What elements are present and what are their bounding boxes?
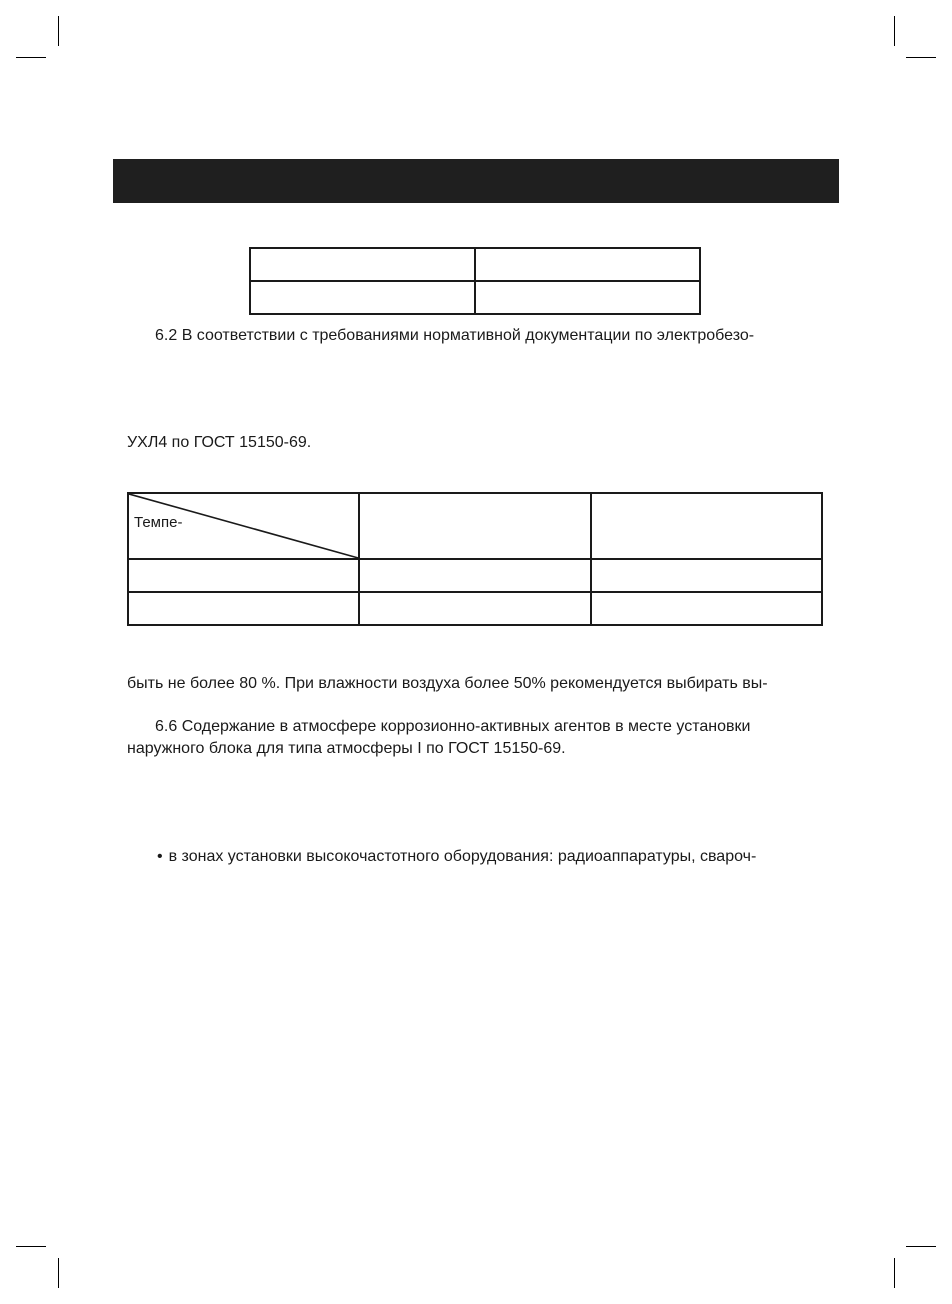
corner-label: Темпе- [134,514,183,531]
temperature-table [127,492,823,626]
diagonal-header-cell [128,493,359,559]
paragraph-6-6-line1: 6.6 Содержание в атмосфере коррозионно-активных агентов в месте установки [155,718,751,735]
section-header-bar [113,159,839,203]
bullet-item [157,847,756,867]
crop-mark [58,1258,59,1288]
crop-mark [894,16,895,46]
table-cell [591,559,822,592]
table-cell [128,592,359,625]
table-row [128,592,822,625]
paragraph-uhl4: УХЛ4 по ГОСТ 15150-69. [127,434,312,451]
crop-mark [58,16,59,46]
table-cell [128,559,359,592]
crop-mark [906,57,936,58]
paragraph-6-2: 6.2 В соответствии с требованиями нормативной документации по электробезо- [155,327,755,344]
bullet-text: в зонах установки высокочастотного оборудования: радиоаппаратуры, свароч- [168,848,757,865]
table-cell [475,281,700,314]
table-cell [250,248,475,281]
table-header-cell [359,493,590,559]
table-cell [359,559,590,592]
table-cell [591,592,822,625]
crop-mark [16,1246,46,1247]
paragraph-6-6-line2: наружного блока для типа атмосферы I по ГОСТ 15150-69. [127,740,566,757]
table-cell [475,248,700,281]
table-header-row [128,493,822,559]
table-row [128,559,822,592]
table-cell [359,592,590,625]
table-row [250,281,700,314]
paragraph-humidity: быть не более 80 %. При влажности воздуха более 50% рекомендуется выбирать вы- [127,675,768,692]
table-cell [250,281,475,314]
specs-table [249,247,701,315]
crop-mark [906,1246,936,1247]
table-header-cell [591,493,822,559]
table-row [250,248,700,281]
crop-mark [894,1258,895,1288]
crop-mark [16,57,46,58]
bullet-icon: • [157,848,163,865]
